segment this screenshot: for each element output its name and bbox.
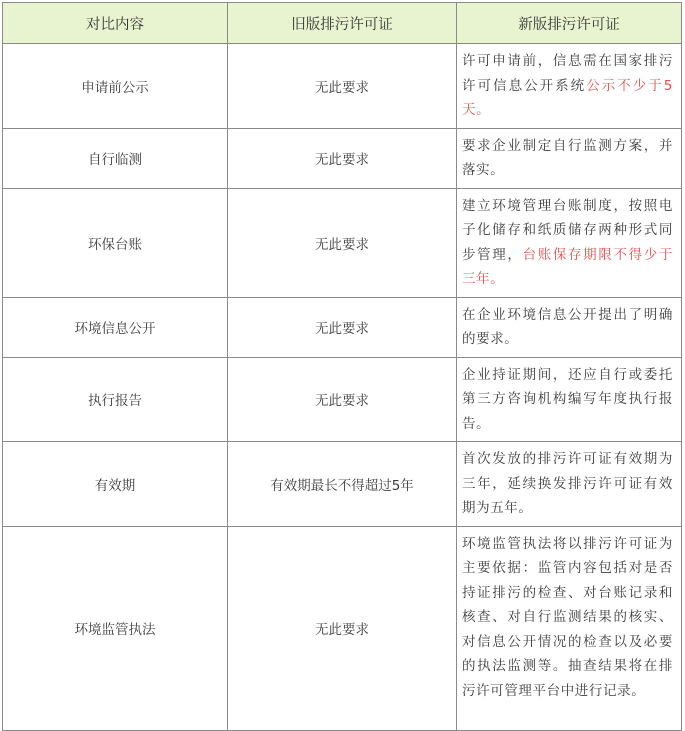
row-old-cell: 无此要求	[228, 357, 457, 442]
table-row	[3, 297, 682, 357]
row-old-cell: 无此要求	[228, 297, 457, 357]
table-body	[3, 44, 682, 731]
row-item-cell: 申请前公示	[3, 44, 228, 129]
table-row	[3, 128, 682, 188]
table-row	[3, 442, 682, 527]
table-row	[3, 188, 682, 297]
row-new-cell	[457, 442, 682, 527]
row-item-cell: 环境信息公开	[3, 297, 228, 357]
row-old-cell: 无此要求	[228, 188, 457, 297]
highlight-text: 公示不少于5天。	[462, 77, 673, 118]
row-new-cell	[457, 297, 682, 357]
highlight-text: 台账保存期限不得少于三年。	[462, 246, 674, 287]
table-row	[3, 44, 682, 129]
row-old-cell: 有效期最长不得超过5年	[228, 442, 457, 527]
comparison-table	[2, 2, 682, 731]
row-item-cell: 环境监管执法	[3, 526, 228, 730]
row-new-cell	[457, 188, 682, 297]
row-item-cell: 有效期	[3, 442, 228, 527]
row-item-cell: 执行报告	[3, 357, 228, 442]
cell-text: 在企业环境信息公开提出了明确的要求。	[462, 306, 673, 347]
header-old: 旧版排污许可证	[228, 3, 457, 44]
header-item: 对比内容	[3, 3, 228, 44]
row-item-cell: 自行临测	[3, 128, 228, 188]
cell-text: 许可申请前，信息需在国家排污许可信息公开系统	[462, 53, 673, 94]
header-row	[3, 3, 682, 44]
row-old-cell: 无此要求	[228, 128, 457, 188]
table-row	[3, 357, 682, 442]
row-new-cell	[457, 128, 682, 188]
row-old-cell: 无此要求	[228, 44, 457, 129]
cell-text: 企业持证期间，还应自行或委托第三方咨询机构编写年度执行报告。	[462, 366, 673, 432]
row-new-cell	[457, 44, 682, 129]
cell-text: 建立环境管理台账制度，按照电子化储存和纸质储存两种形式同步管理，	[462, 197, 673, 263]
cell-text: 首次发放的排污许可证有效期为三年，延续换发排污许可证有效期为五年。	[462, 451, 673, 516]
row-old-cell: 无此要求	[228, 526, 457, 730]
row-new-cell	[457, 526, 682, 730]
cell-text: 要求企业制定自行监测方案，并落实。	[462, 137, 673, 178]
header-new: 新版排污许可证	[457, 3, 682, 44]
cell-text: 环境监管执法将以排污许可证为主要依据：监管内容包括对是否持证排污的检查、对台账记录和核查、对自行监测结果的核实、对信息公开情况的检查以及必要的执法监测等。抽查结果将在排污许可管理平台中进行记录。	[462, 535, 673, 699]
table-row	[3, 526, 682, 730]
row-new-cell	[457, 357, 682, 442]
row-item-cell: 环保台账	[3, 188, 228, 297]
